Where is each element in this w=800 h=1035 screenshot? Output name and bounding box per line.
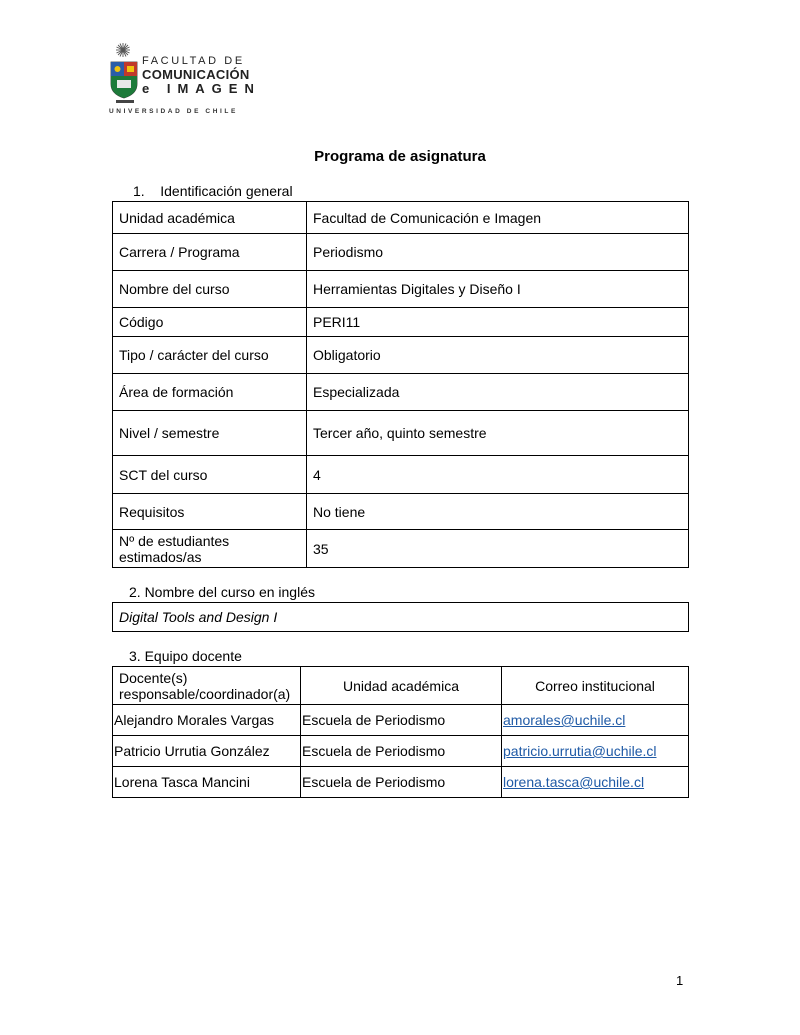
logo-line-imagen: e IMAGEN: [142, 81, 261, 96]
section1-heading: [133, 183, 293, 199]
row-value: Especializada: [307, 374, 689, 411]
row-value: 35: [307, 530, 689, 568]
teacher-unit: Escuela de Periodismo: [301, 705, 502, 736]
table-row: [113, 374, 689, 411]
row-label: SCT del curso: [113, 456, 307, 494]
row-value: 4: [307, 456, 689, 494]
logo-line-faculty: FACULTAD DE: [142, 55, 245, 67]
table-row: [113, 603, 689, 632]
english-course-name: Digital Tools and Design I: [113, 603, 689, 632]
table-row: [113, 234, 689, 271]
table-row: [113, 705, 689, 736]
row-value: Periodismo: [307, 234, 689, 271]
email-link[interactable]: patricio.urrutia@uchile.cl: [503, 743, 657, 759]
teacher-unit: Escuela de Periodismo: [301, 736, 502, 767]
table-row: [113, 456, 689, 494]
row-label: Nombre del curso: [113, 271, 307, 308]
page-title: Programa de asignatura: [314, 148, 486, 165]
column-header: Unidad académica: [301, 667, 502, 705]
table-row: [113, 202, 689, 234]
table-header-row: [113, 667, 689, 705]
table-row: [113, 271, 689, 308]
teacher-unit: Escuela de Periodismo: [301, 767, 502, 798]
logo-university: UNIVERSIDAD DE CHILE: [109, 108, 238, 115]
teacher-name: Alejandro Morales Vargas: [113, 705, 301, 736]
row-label: Área de formación: [113, 374, 307, 411]
row-label: Nivel / semestre: [113, 411, 307, 456]
table-row: [113, 530, 689, 568]
email-link[interactable]: lorena.tasca@uchile.cl: [503, 774, 645, 790]
row-value: PERI11: [307, 308, 689, 337]
row-value: Tercer año, quinto semestre: [307, 411, 689, 456]
section1-number: 1.: [133, 183, 145, 199]
section2-heading: 2. Nombre del curso en inglés: [129, 584, 315, 600]
row-value: Herramientas Digitales y Diseño I: [307, 271, 689, 308]
row-label: Nº de estudiantes estimados/as: [113, 530, 307, 568]
teaching-team-table: [112, 666, 689, 798]
table-row: [113, 736, 689, 767]
identification-table: [112, 201, 689, 568]
table-row: [113, 337, 689, 374]
row-value: No tiene: [307, 494, 689, 530]
row-label: Código: [113, 308, 307, 337]
teacher-name: Lorena Tasca Mancini: [113, 767, 301, 798]
row-label: Unidad académica: [113, 202, 307, 234]
column-header: Correo institucional: [502, 667, 689, 705]
teacher-name: Patricio Urrutia González: [113, 736, 301, 767]
table-row: [113, 411, 689, 456]
email-link[interactable]: amorales@uchile.cl: [503, 712, 626, 728]
table-row: [113, 767, 689, 798]
page-number: 1: [676, 973, 684, 988]
table-row: [113, 494, 689, 530]
row-value: Obligatorio: [307, 337, 689, 374]
column-header: Docente(s) responsable/coordinador(a): [113, 667, 301, 705]
section1-title: Identificación general: [160, 183, 293, 199]
section3-heading: 3. Equipo docente: [129, 648, 242, 664]
table-row: [113, 308, 689, 337]
row-value: Facultad de Comunicación e Imagen: [307, 202, 689, 234]
logo-line-comunicacion: COMUNICACIÓN: [142, 67, 250, 82]
row-label: Tipo / carácter del curso: [113, 337, 307, 374]
row-label: Requisitos: [113, 494, 307, 530]
row-label: Carrera / Programa: [113, 234, 307, 271]
english-name-table: [112, 602, 689, 632]
